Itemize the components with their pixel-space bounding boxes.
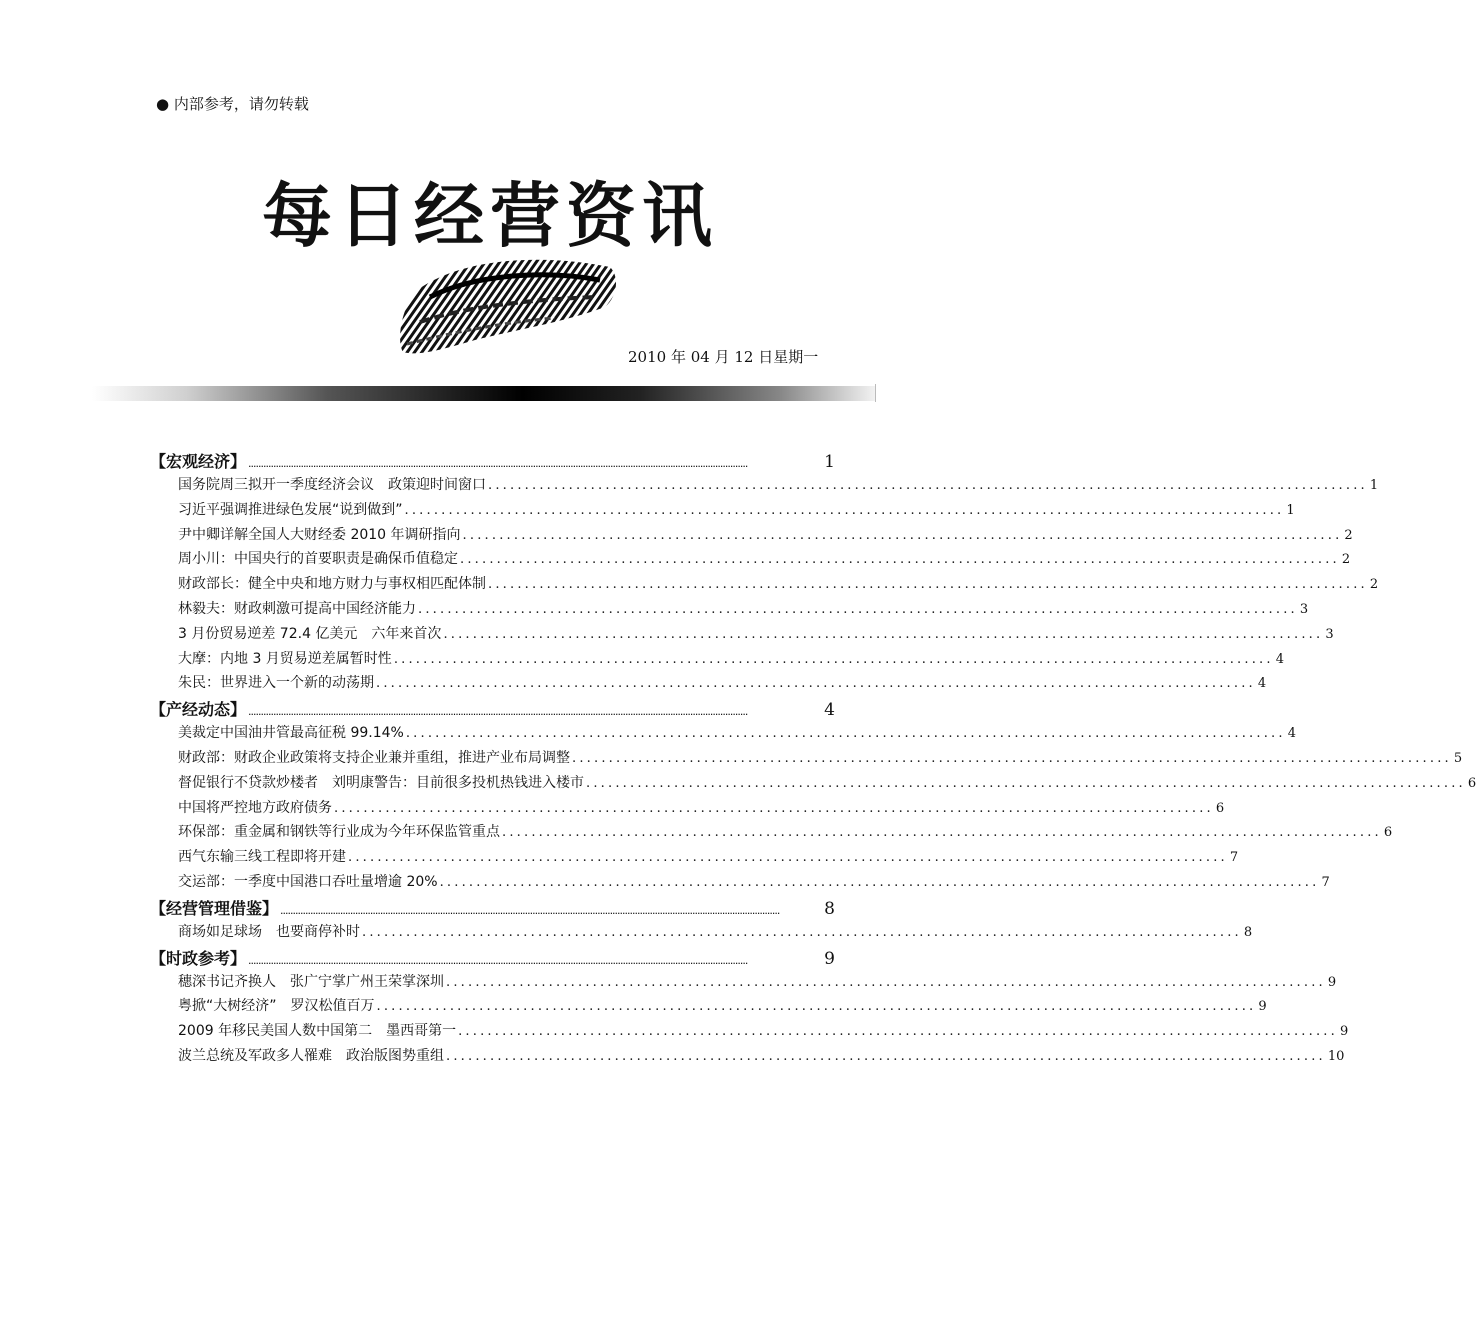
toc-item-label: 习近平强调推进绿色发展“说到做到”: [178, 501, 403, 518]
toc-section-title: 【产经动态】: [150, 700, 247, 720]
toc-leader: ........................................................................................................................: [404, 502, 1285, 518]
toc-leader: ........................................................................................................................................................................................................: [248, 457, 748, 470]
toc-item[interactable]: [150, 821, 1393, 846]
toc-item-page: 6: [1467, 775, 1476, 791]
toc-item-label: 环保部：重金属和钢铁等行业成为今年环保监管重点: [178, 824, 500, 841]
toc-item-label: 朱民：世界进入一个新的动荡期: [178, 675, 374, 692]
toc-item-page: 4: [1275, 651, 1284, 667]
toc-item-label: 周小川：中国央行的首要职责是确保币值稳定: [178, 551, 458, 568]
toc-item-page: 2: [1344, 527, 1353, 543]
toc-item-page: 2: [1341, 552, 1351, 568]
header-rule-end: [875, 384, 876, 402]
toc-item-label: 美裁定中国油井管最高征税 99.14%: [178, 725, 404, 742]
toc-leader: ........................................................................................................................................................................................................: [248, 953, 748, 967]
toc-section[interactable]: [150, 896, 835, 921]
toc-item[interactable]: [150, 648, 1284, 673]
internal-notice: ● 内部参考，请勿转载: [156, 95, 309, 113]
toc-section-title: 【经营管理借鉴】: [150, 898, 279, 918]
toc-item-page: 6: [1215, 800, 1225, 816]
toc-section[interactable]: [150, 449, 835, 474]
toc-leader: ........................................................................................................................: [418, 601, 1298, 617]
toc-item-page: 3: [1325, 626, 1334, 642]
toc-leader: ........................................................................................................................................................................................................: [280, 903, 780, 917]
toc-section[interactable]: [150, 946, 835, 971]
toc-item-label: 中国将严控地方政府债务: [178, 799, 332, 816]
toc-item-page: 1: [1369, 478, 1379, 493]
toc-item[interactable]: [150, 548, 1351, 573]
toc-item-label: 3 月份贸易逆差 72.4 亿美元 六年来首次: [178, 625, 442, 642]
toc-item-page: 2: [1369, 577, 1379, 593]
toc-item[interactable]: [150, 772, 1476, 797]
toc-item-page: 10: [1327, 1048, 1345, 1064]
toc-item[interactable]: [150, 1045, 1345, 1070]
toc-item[interactable]: [150, 995, 1267, 1020]
toc-item[interactable]: [150, 722, 1297, 747]
toc-leader: ........................................................................................................................: [446, 974, 1326, 990]
toc-item[interactable]: [150, 598, 1309, 623]
toc-item-label: 商场如足球场 也要商停补时: [178, 923, 360, 940]
toc-section-title: 【时政参考】: [150, 948, 247, 968]
toc-leader: ........................................................................................................................: [460, 552, 1340, 568]
toc-item-page: 4: [1257, 676, 1267, 692]
toc-item-label: 交运部：一季度中国港口吞吐量增逾 20%: [178, 873, 438, 890]
toc-section-page: 1: [824, 452, 835, 472]
toc-item-label: 大摩：内地 3 月贸易逆差属暂时性: [178, 650, 392, 667]
toc-item-label: 穗深书记齐换人 张广宁掌广州王荣掌深圳: [178, 973, 444, 990]
toc-leader: ........................................................................................................................: [502, 825, 1382, 841]
toc-leader: ........................................................................................................................: [462, 527, 1343, 543]
brush-stroke-decoration: [395, 252, 625, 362]
toc-leader: ........................................................................................................................: [334, 800, 1214, 816]
toc-leader: ........................................................................................................................: [362, 924, 1242, 940]
toc-item[interactable]: [150, 846, 1239, 871]
toc-section-page: 9: [824, 948, 835, 969]
toc-leader: ........................................................................................................................: [393, 651, 1274, 667]
toc-item-page: 4: [1287, 726, 1297, 742]
toc-section-title: 【宏观经济】: [150, 452, 247, 471]
toc-item-label: 财政部：财政企业政策将支持企业兼并重组，推进产业布局调整: [178, 749, 570, 766]
toc-item[interactable]: [150, 747, 1463, 772]
toc-item-label: 西气东输三线工程即将开建: [178, 849, 346, 866]
toc-leader: ........................................................................................................................: [488, 577, 1368, 593]
toc-item-page: 7: [1321, 874, 1330, 890]
table-of-contents: [150, 449, 1476, 1070]
toc-item[interactable]: [150, 499, 1295, 524]
toc-item-label: 波兰总统及军政多人罹难 政治版图势重组: [178, 1047, 444, 1064]
toc-section[interactable]: [150, 697, 835, 722]
toc-item[interactable]: [150, 797, 1225, 822]
toc-item-page: 9: [1258, 999, 1267, 1015]
toc-item[interactable]: [150, 921, 1253, 946]
publication-title: 每日经营资讯: [262, 175, 718, 257]
toc-leader: ........................................................................................................................: [348, 850, 1228, 866]
toc-item-page: 6: [1383, 825, 1393, 841]
toc-item[interactable]: [150, 672, 1267, 697]
toc-item-label: 林毅夫：财政刺激可提高中国经济能力: [178, 600, 416, 617]
toc-item-label: 督促银行不贷款炒楼者 刘明康警告：目前很多投机热钱进入楼市: [178, 774, 584, 791]
toc-item-label: 2009 年移民美国人数中国第二 墨西哥第一: [178, 1023, 457, 1040]
toc-leader: ........................................................................................................................: [458, 1024, 1338, 1040]
toc-item-page: 5: [1453, 750, 1463, 766]
toc-leader: ........................................................................................................................: [376, 676, 1256, 692]
toc-item-page: 7: [1229, 850, 1239, 866]
toc-leader: ........................................................................................................................: [488, 478, 1368, 493]
toc-leader: ........................................................................................................................: [446, 1048, 1326, 1064]
toc-item[interactable]: [150, 1020, 1349, 1045]
toc-item-page: 9: [1327, 974, 1337, 990]
toc-item-page: 3: [1299, 601, 1309, 617]
issue-date: 2010 年 04 月 12 日星期一: [628, 348, 819, 366]
toc-item-page: 9: [1339, 1024, 1349, 1040]
toc-item[interactable]: [150, 474, 1379, 499]
toc-section-page: 8: [824, 898, 835, 919]
toc-leader: ........................................................................................................................: [376, 999, 1257, 1015]
toc-item[interactable]: [150, 871, 1330, 896]
toc-item[interactable]: [150, 524, 1353, 549]
toc-leader: ........................................................................................................................: [443, 626, 1324, 642]
toc-item-label: 国务院周三拟开一季度经济会议 政策迎时间窗口: [178, 477, 486, 493]
toc-section-page: 4: [824, 700, 835, 721]
toc-leader: ........................................................................................................................: [439, 874, 1320, 890]
toc-item-label: 尹中卿详解全国人大财经委 2010 年调研指向: [178, 526, 461, 543]
toc-item[interactable]: [150, 623, 1334, 648]
toc-leader: ........................................................................................................................: [405, 726, 1286, 742]
toc-item[interactable]: [150, 573, 1379, 598]
toc-item-page: 8: [1243, 924, 1253, 940]
toc-item[interactable]: [150, 971, 1337, 996]
toc-item-label: 财政部长：健全中央和地方财力与事权相匹配体制: [178, 576, 486, 593]
toc-item-label: 粤掀“大树经济” 罗汉松值百万: [178, 998, 375, 1015]
toc-leader: ........................................................................................................................: [586, 775, 1466, 791]
header-gradient-rule: [92, 386, 875, 401]
toc-leader: ........................................................................................................................: [572, 750, 1452, 766]
toc-leader: ........................................................................................................................................................................................................: [248, 705, 748, 719]
toc-item-page: 1: [1286, 502, 1295, 518]
